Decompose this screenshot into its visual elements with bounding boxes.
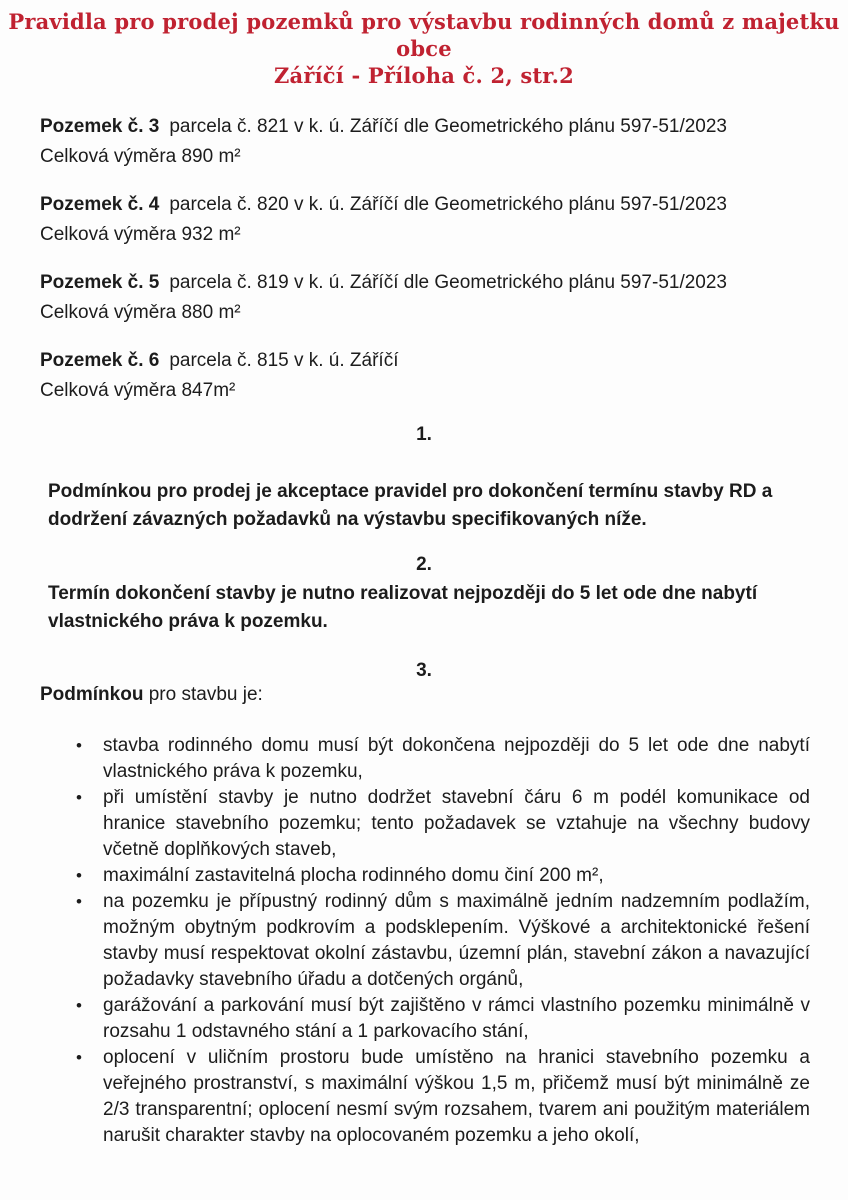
section-number-2: 2. bbox=[416, 554, 432, 575]
condition-item: • maximální zastavitelná plocha rodinného domu činí 200 m², bbox=[103, 863, 810, 889]
condition-item: • oplocení v uličním prostoru bude umístěno na hranici stavebního pozemku a veřejného prostranství, s maximální výškou 1,5 m, přičemž musí být minimálně ze 2/3 transparentní; oplocení nesmí svým rozsahem, tvarem ani použitým materiálem narušit charakter stavby na oplocovaném pozemku a jeho okolí, bbox=[103, 1045, 810, 1149]
parcel-area: Celková výměra 932 m² bbox=[40, 224, 241, 245]
section-number-3: 3. bbox=[416, 660, 432, 681]
parcel-list bbox=[0, 112, 848, 406]
condition-item: • stavba rodinného domu musí být dokončena nejpozději do 5 let ode dne nabytí vlastnického práva k pozemku, bbox=[103, 733, 810, 785]
title-line-1: Pravidla pro prodej pozemků pro výstavbu rodinných domů z majetku obce bbox=[8, 9, 840, 61]
parcel-area: Celková výměra 847m² bbox=[40, 380, 236, 401]
section-number-1: 1. bbox=[416, 424, 432, 445]
lead-bold-word: Podmínkou bbox=[40, 684, 144, 705]
section-1-paragraph: Podmínkou pro prodej je akceptace pravidel pro dokončení termínu stavby RD a dodržení závazných požadavků na výstavbu specifikovaných níže. bbox=[48, 481, 773, 530]
parcel-label: Pozemek č. 3 bbox=[40, 116, 160, 137]
parcel-details: parcela č. 815 v k. ú. Záříčí bbox=[169, 350, 399, 371]
parcel-block-5 bbox=[40, 268, 848, 328]
section-2-paragraph: Termín dokončení stavby je nutno realizovat nejpozději do 5 let ode dne nabytí vlastnického práva k pozemku. bbox=[48, 583, 758, 632]
parcel-heading bbox=[40, 268, 848, 298]
parcel-heading bbox=[40, 190, 848, 220]
parcel-area: Celková výměra 890 m² bbox=[40, 146, 241, 167]
page-title bbox=[0, 8, 848, 89]
condition-item: • při umístění stavby je nutno dodržet stavební čáru 6 m podél komunikace od hranice stavebního pozemku; tento požadavek se vztahuje na všechny budovy včetně doplňkových staveb, bbox=[103, 785, 810, 863]
section-3-lead bbox=[0, 682, 848, 708]
parcel-block-3 bbox=[40, 112, 848, 172]
condition-item: • na pozemku je přípustný rodinný dům s maximálně jedním nadzemním podlažím, možným obytným podkrovím a podsklepením. Výškové a architektonické řešení stavby musí respektovat okolní zástavbu, územní plán, stavební zákon a navazující požadavky stavebního úřadu a dotčených orgánů, bbox=[103, 889, 810, 993]
parcel-label: Pozemek č. 4 bbox=[40, 194, 160, 215]
parcel-details: parcela č. 820 v k. ú. Záříčí dle Geometrického plánu 597-51/2023 bbox=[169, 194, 727, 215]
title-line-2: Záříčí - Příloha č. 2, str.2 bbox=[274, 63, 574, 88]
parcel-block-4 bbox=[40, 190, 848, 250]
lead-rest: pro stavbu je: bbox=[143, 684, 263, 705]
parcel-heading bbox=[40, 346, 848, 376]
parcel-details: parcela č. 819 v k. ú. Záříčí dle Geometrického plánu 597-51/2023 bbox=[169, 272, 727, 293]
parcel-details: parcela č. 821 v k. ú. Záříčí dle Geometrického plánu 597-51/2023 bbox=[169, 116, 727, 137]
parcel-block-6 bbox=[40, 346, 848, 406]
parcel-label: Pozemek č. 5 bbox=[40, 272, 160, 293]
parcel-heading bbox=[40, 112, 848, 142]
condition-item: • garážování a parkování musí být zajištěno v rámci vlastního pozemku minimálně v rozsahu 1 odstavného stání a 1 parkovacího stání, bbox=[103, 993, 810, 1045]
parcel-area: Celková výměra 880 m² bbox=[40, 302, 241, 323]
parcel-label: Pozemek č. 6 bbox=[40, 350, 160, 371]
conditions-list bbox=[0, 733, 848, 1149]
